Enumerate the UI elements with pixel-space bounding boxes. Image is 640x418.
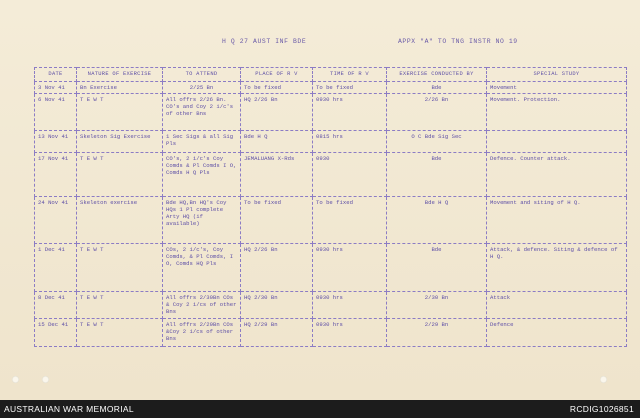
conducted-cell: Bde: [387, 244, 487, 292]
conducted-cell: Bde: [387, 153, 487, 197]
table-row: [35, 319, 627, 347]
table-row: [35, 292, 627, 319]
conducted-cell: 2/29 Bn: [387, 319, 487, 347]
time-cell: 0930 hrs: [313, 244, 387, 292]
punch-hole: [12, 376, 19, 383]
study-cell: Movement and siting of H Q.: [487, 197, 627, 244]
attend-cell: COs, 2 i/c's, Coy Comds, & Pl Comds, I O, Comds HQ Pls: [163, 244, 241, 292]
conducted-cell: 2/26 Bn: [387, 94, 487, 131]
place-cell: Bde H Q: [241, 131, 313, 153]
training-schedule-table: [34, 67, 627, 347]
time-cell: 0930: [313, 153, 387, 197]
archive-name: AUSTRALIAN WAR MEMORIAL: [4, 404, 134, 414]
time-cell: To be fixed: [313, 82, 387, 94]
nature-cell: T E W T: [77, 319, 163, 347]
archive-record-id: RCDIG1026851: [569, 404, 634, 414]
date-cell: 8 Dec 41: [35, 292, 77, 319]
nature-cell: T E W T: [77, 94, 163, 131]
study-cell: Attack: [487, 292, 627, 319]
table-header-row: [35, 68, 627, 82]
table-row: [35, 197, 627, 244]
date-cell: 17 Nov 41: [35, 153, 77, 197]
date-cell: 15 Dec 41: [35, 319, 77, 347]
time-cell: 0930 hrs: [313, 94, 387, 131]
column-header-special-study: SPECIAL STUDY: [487, 68, 627, 82]
place-cell: To be fixed: [241, 197, 313, 244]
time-cell: To be fixed: [313, 197, 387, 244]
column-header-conducted-by: EXERCISE CONDUCTED BY: [387, 68, 487, 82]
document-heading: H Q 27 AUST INF BDE: [222, 38, 307, 45]
conducted-cell: 2/30 Bn: [387, 292, 487, 319]
attend-cell: CO's, 2 i/c's Coy Comds & Pl Comds I O, Comds H Q Pls: [163, 153, 241, 197]
study-cell: [487, 131, 627, 153]
attend-cell: 2/25 Bn: [163, 82, 241, 94]
table-row: [35, 94, 627, 131]
time-cell: 0930 hrs: [313, 292, 387, 319]
punch-hole: [42, 376, 49, 383]
nature-cell: T E W T: [77, 153, 163, 197]
table-row: [35, 244, 627, 292]
place-cell: JEMALUANG X-Rds: [241, 153, 313, 197]
conducted-cell: Bde: [387, 82, 487, 94]
date-cell: 1 Dec 41: [35, 244, 77, 292]
archive-footer-bar: [0, 400, 640, 418]
nature-cell: T E W T: [77, 244, 163, 292]
place-cell: HQ 2/26 Bn: [241, 244, 313, 292]
column-header-nature: NATURE OF EXERCISE: [77, 68, 163, 82]
nature-cell: Skeleton exercise: [77, 197, 163, 244]
place-cell: HQ 2/29 Bn: [241, 319, 313, 347]
conducted-cell: Bde H Q: [387, 197, 487, 244]
study-cell: Defence: [487, 319, 627, 347]
table-row: [35, 153, 627, 197]
punch-hole: [600, 376, 607, 383]
study-cell: Defence. Counter attack.: [487, 153, 627, 197]
nature-cell: Bn Exercise: [77, 82, 163, 94]
nature-cell: T E W T: [77, 292, 163, 319]
date-cell: 24 Nov 41: [35, 197, 77, 244]
column-header-to-attend: TO ATTEND: [163, 68, 241, 82]
study-cell: Movement. Protection.: [487, 94, 627, 131]
study-cell: Movement: [487, 82, 627, 94]
place-cell: HQ 2/26 Bn: [241, 94, 313, 131]
attend-cell: All offrs 2/29Bn COs &Coy 2 i/cs of other Bns: [163, 319, 241, 347]
date-cell: 13 Nov 41: [35, 131, 77, 153]
study-cell: Attack, & defence. Siting & defence of H Q.: [487, 244, 627, 292]
column-header-place: PLACE OF R V: [241, 68, 313, 82]
attend-cell: 1 Sec Sigs & all Sig Pls: [163, 131, 241, 153]
date-cell: 3 Nov 41: [35, 82, 77, 94]
table-row: [35, 82, 627, 94]
place-cell: HQ 2/30 Bn: [241, 292, 313, 319]
conducted-cell: O C Bde Sig Sec: [387, 131, 487, 153]
attend-cell: All offrs 2/26 Bn. CO's and Coy 2 i/c's of other Bns: [163, 94, 241, 131]
time-cell: 0930 hrs: [313, 319, 387, 347]
attend-cell: All offrs 2/30Bn COs & Coy 2 i/cs of other Bns: [163, 292, 241, 319]
place-cell: To be fixed: [241, 82, 313, 94]
appendix-reference: APPX "A" TO TNG INSTR NO 19: [398, 38, 518, 45]
nature-cell: Skeleton Sig Exercise: [77, 131, 163, 153]
time-cell: 0815 hrs: [313, 131, 387, 153]
table-row: [35, 131, 627, 153]
column-header-time: TIME OF R V: [313, 68, 387, 82]
attend-cell: Bde HQ,Bn HQ's Coy HQs 1 Pl complete Arty HQ (if available): [163, 197, 241, 244]
column-header-date: DATE: [35, 68, 77, 82]
date-cell: 6 Nov 41: [35, 94, 77, 131]
